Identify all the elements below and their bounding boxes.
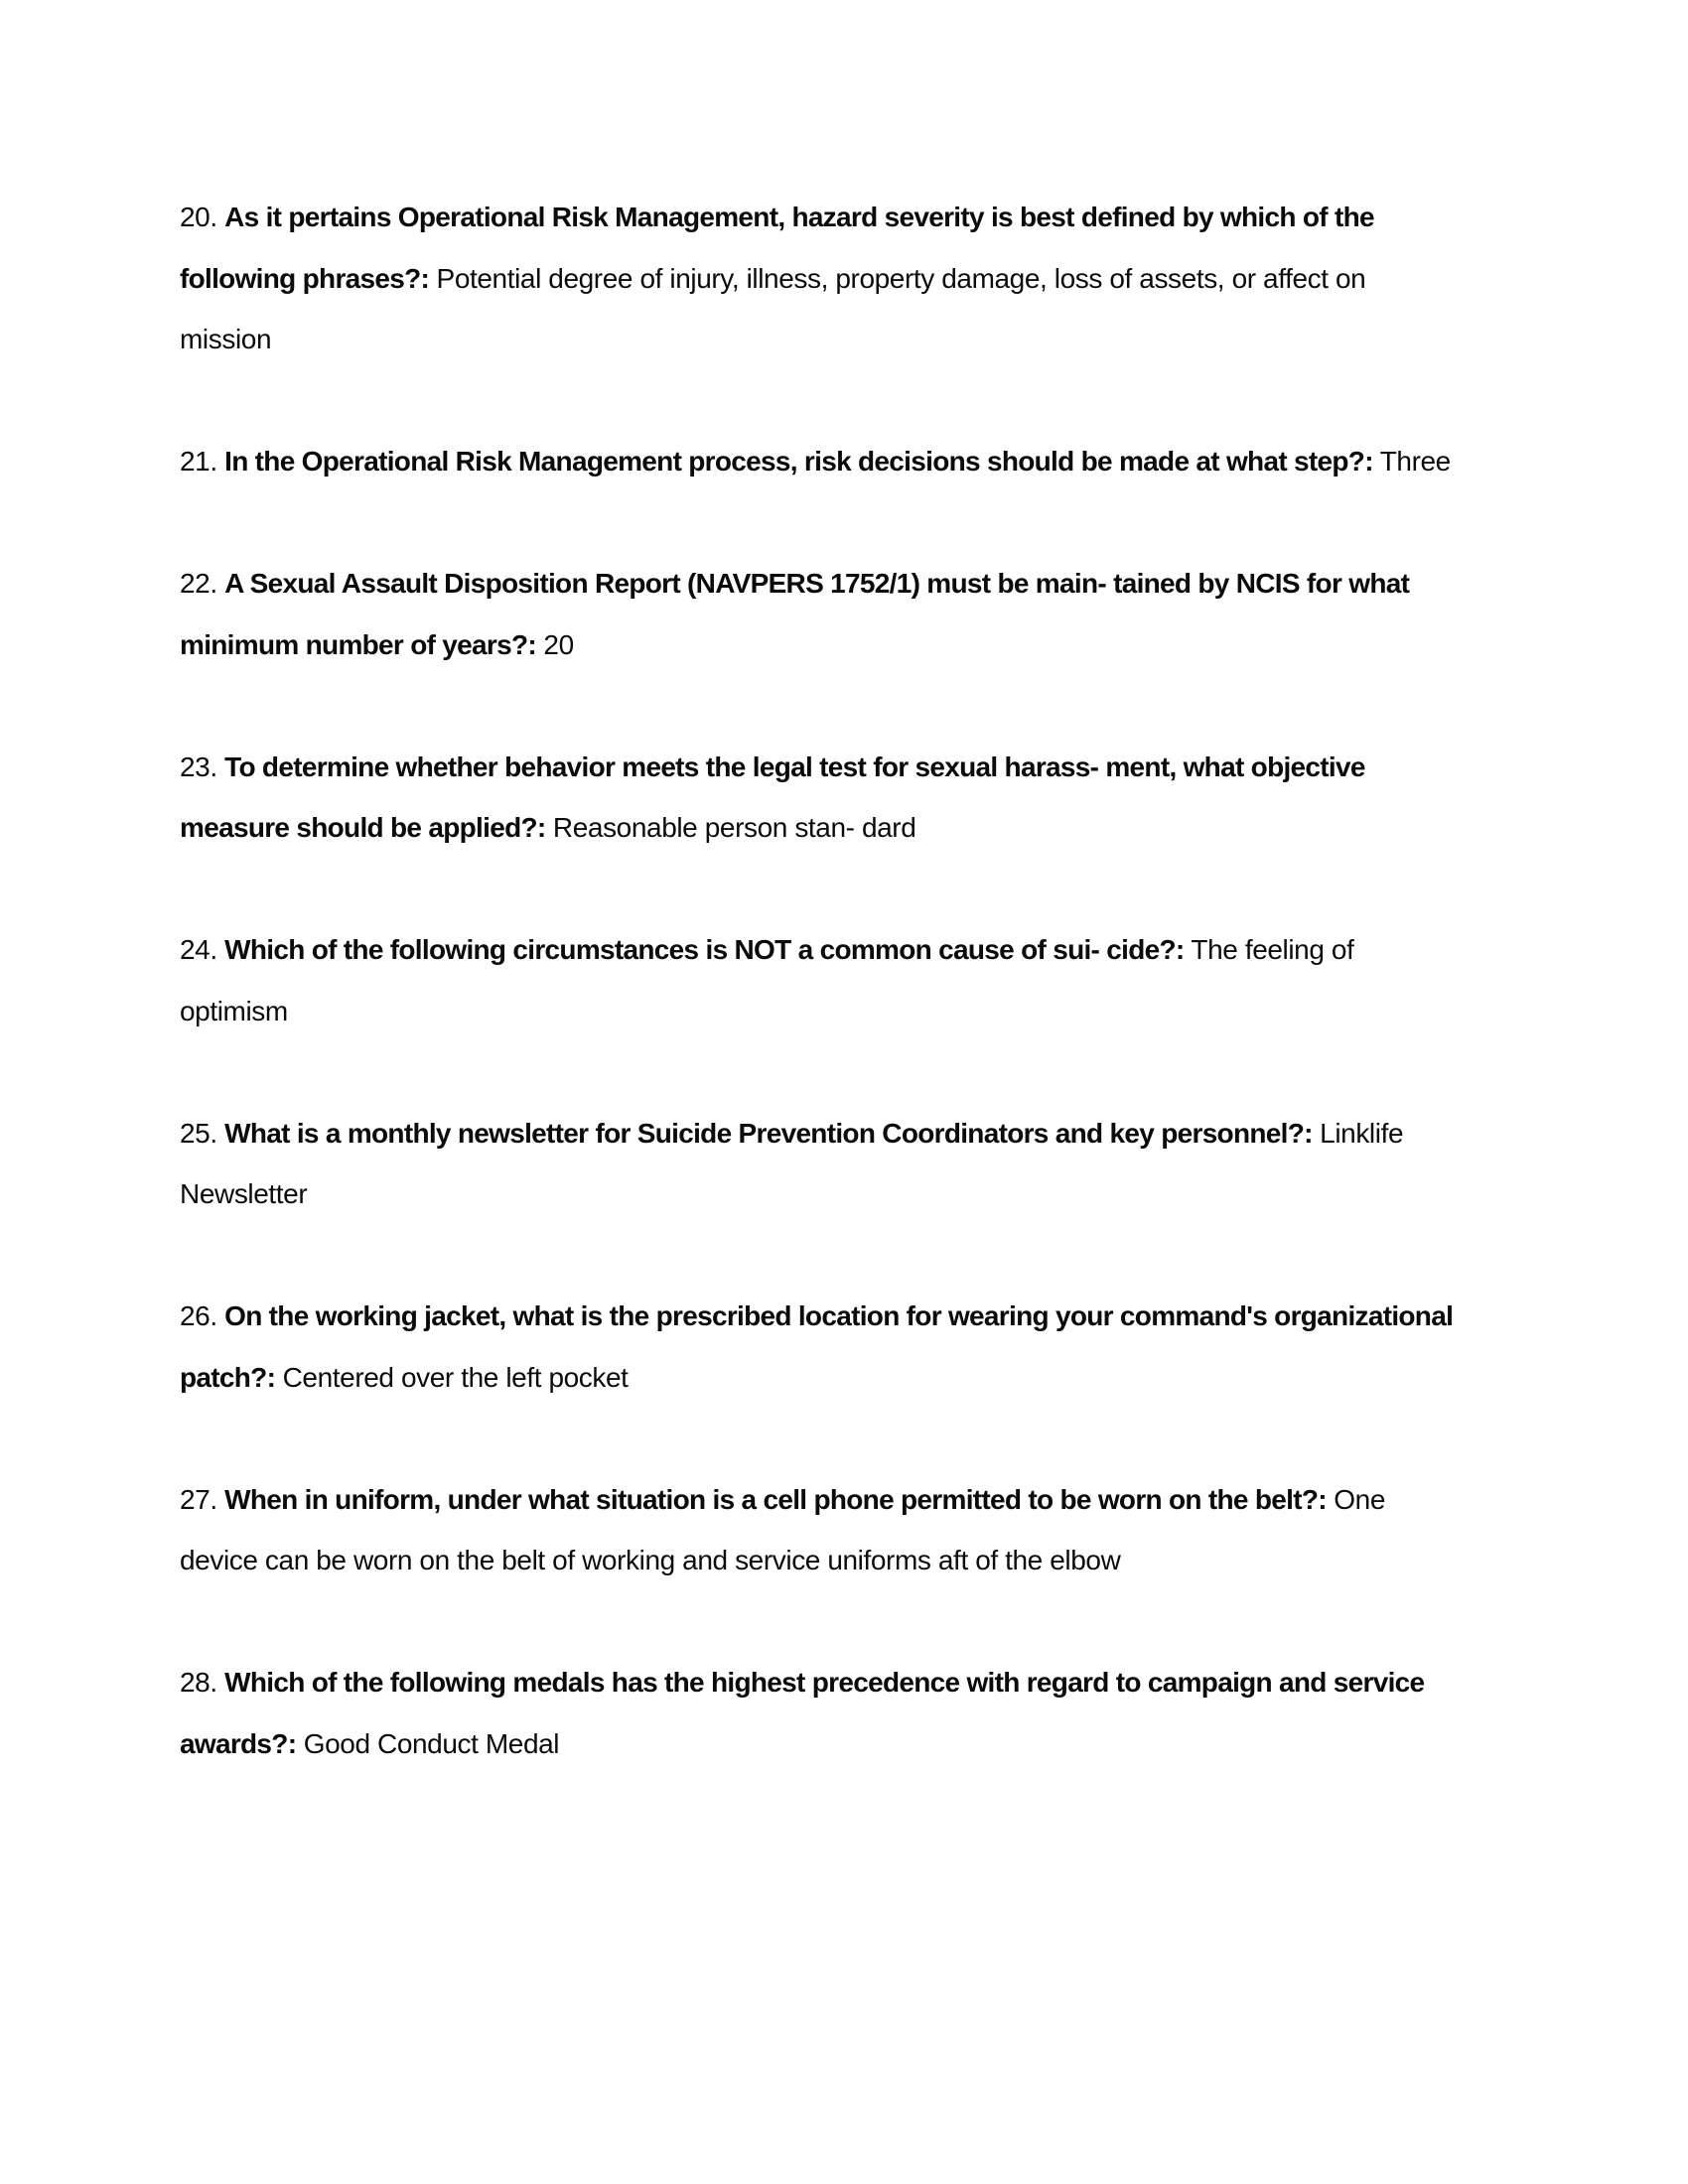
answer-text: Potential degree of injury, illness, property damage, loss of assets, or affect on mission bbox=[180, 262, 1366, 354]
item-number: 21. bbox=[180, 446, 217, 477]
question-text: A Sexual Assault Disposition Report (NAVPERS 1752/1) must be main- tained by NCIS for what minimum number of years?: bbox=[180, 568, 1410, 660]
qa-list bbox=[180, 187, 1456, 1774]
answer-text: The feeling of optimism bbox=[180, 934, 1354, 1026]
question-text: In the Operational Risk Management process, risk decisions should be made at what step?: bbox=[224, 446, 1373, 477]
qa-item-24 bbox=[180, 919, 1456, 1041]
question-text: What is a monthly newsletter for Suicide Prevention Coordinators and key personnel?: bbox=[224, 1117, 1313, 1149]
question-text: On the working jacket, what is the prescribed location for wearing your command's organizational patch?: bbox=[180, 1300, 1454, 1393]
answer-text: Three bbox=[1379, 446, 1451, 477]
answer-text: Good Conduct Medal bbox=[303, 1727, 560, 1759]
qa-item-21 bbox=[180, 431, 1456, 492]
item-number: 24. bbox=[180, 934, 217, 965]
qa-item-25 bbox=[180, 1103, 1456, 1225]
question-text: As it pertains Operational Risk Management, hazard severity is best defined by which of the following phrases?: bbox=[180, 202, 1374, 294]
item-number: 27. bbox=[180, 1483, 217, 1515]
qa-item-20 bbox=[180, 187, 1456, 370]
item-number: 23. bbox=[180, 751, 217, 782]
answer-text: Reasonable person stan- dard bbox=[552, 812, 916, 843]
question-text: Which of the following medals has the highest precedence with regard to campaign and service awards?: bbox=[180, 1667, 1425, 1759]
answer-text: Linklife Newsletter bbox=[180, 1117, 1404, 1209]
item-number: 22. bbox=[180, 568, 217, 599]
qa-item-22 bbox=[180, 553, 1456, 675]
qa-item-23 bbox=[180, 737, 1456, 859]
item-number: 28. bbox=[180, 1667, 217, 1698]
question-text: Which of the following circumstances is NOT a common cause of sui- cide?: bbox=[224, 934, 1185, 965]
answer-text: One device can be worn on the belt of working and service uniforms aft of the elbow bbox=[180, 1483, 1386, 1575]
qa-item-28 bbox=[180, 1652, 1456, 1774]
item-number: 25. bbox=[180, 1117, 217, 1149]
item-number: 26. bbox=[180, 1300, 217, 1331]
item-number: 20. bbox=[180, 202, 217, 232]
qa-item-26 bbox=[180, 1286, 1456, 1408]
answer-text: 20 bbox=[543, 628, 574, 660]
question-text: When in uniform, under what situation is a cell phone permitted to be worn on the belt?: bbox=[224, 1483, 1327, 1515]
question-text: To determine whether behavior meets the legal test for sexual harass- ment, what objective measure should be applied?: bbox=[180, 751, 1365, 843]
answer-text: Centered over the left pocket bbox=[282, 1361, 629, 1393]
qa-item-27 bbox=[180, 1469, 1456, 1591]
